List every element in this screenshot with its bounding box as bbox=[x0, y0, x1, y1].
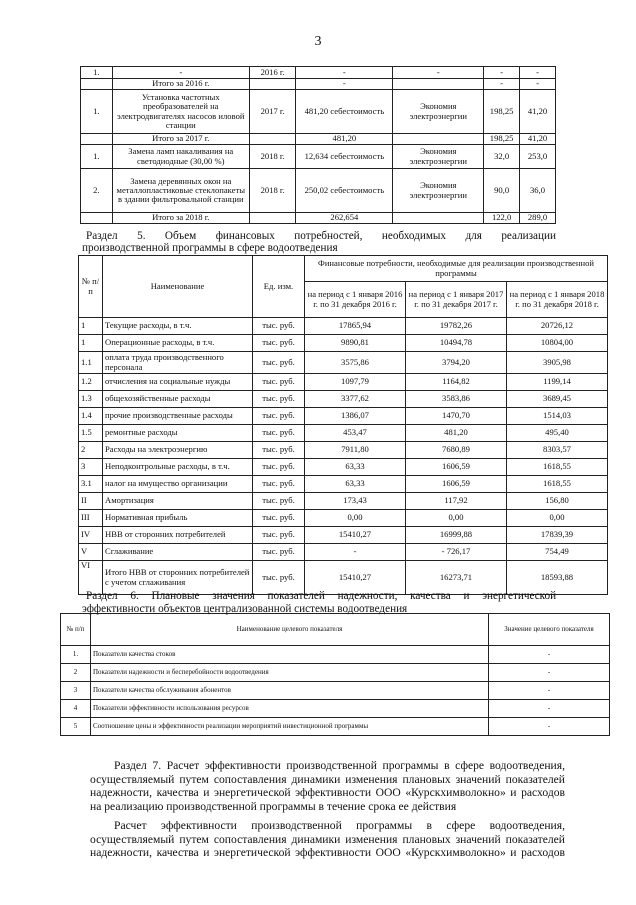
section-6-heading-line-2: эффективности объектов централизованной системы водоотведения bbox=[82, 603, 408, 615]
measure-value-1: 198,25 bbox=[484, 134, 520, 145]
table-row bbox=[79, 527, 608, 544]
row-number: 1.2 bbox=[79, 374, 103, 391]
heading-word: 6. bbox=[130, 590, 139, 602]
row-unit: тыс. руб. bbox=[253, 374, 305, 391]
header-num: № п/п bbox=[79, 256, 103, 318]
row-unit: тыс. руб. bbox=[253, 391, 305, 408]
measure-effect: Экономия электроэнергии bbox=[393, 90, 484, 134]
row-number: 1.1 bbox=[79, 352, 103, 374]
heading-word: необходимых bbox=[381, 230, 447, 242]
indicator-value: - bbox=[489, 718, 610, 736]
measure-value-1: 198,25 bbox=[484, 90, 520, 134]
row-number bbox=[81, 79, 113, 90]
indicator-value: - bbox=[489, 664, 610, 682]
measure-cost: 481,20 bbox=[296, 134, 393, 145]
row-number: VI bbox=[79, 561, 103, 595]
header-period-2017: на период с 1 января 2017 г. по 31 декабря 2017 г. bbox=[406, 282, 507, 318]
table-row bbox=[81, 90, 556, 134]
table-row bbox=[79, 476, 608, 493]
row-number: 2. bbox=[81, 169, 113, 213]
value-2018: 1514,03 bbox=[507, 408, 608, 425]
table-row bbox=[79, 374, 608, 391]
indicator-name: Показатели эффективности использования ресурсов bbox=[91, 700, 489, 718]
table-row bbox=[79, 510, 608, 527]
measure-effect: - bbox=[393, 67, 484, 79]
section-5-heading-line-1 bbox=[86, 230, 556, 243]
measure-cost: 481,20 себестоимость bbox=[296, 90, 393, 134]
paragraph-line: надежности, качества и энергетической эффективности ООО «Курскхимволокно» и расходов bbox=[90, 786, 565, 800]
measure-effect: Экономия электроэнергии bbox=[393, 145, 484, 169]
row-name: общехозяйственные расходы bbox=[103, 391, 253, 408]
value-2016: 15410,27 bbox=[305, 527, 406, 544]
value-2017: 1606,59 bbox=[406, 476, 507, 493]
heading-word: Плановые bbox=[151, 590, 200, 602]
table-row bbox=[81, 134, 556, 145]
measure-year bbox=[249, 79, 295, 90]
row-number: 4 bbox=[61, 700, 91, 718]
paragraph-line: на реализацию производственной программы в течение срока ее действия bbox=[90, 799, 457, 813]
measure-value-2: 41,20 bbox=[520, 90, 556, 134]
measure-year bbox=[249, 134, 295, 145]
table-row bbox=[61, 718, 610, 736]
value-2016: 453,47 bbox=[305, 425, 406, 442]
header-num: № п/п bbox=[61, 614, 91, 646]
row-unit: тыс. руб. bbox=[253, 476, 305, 493]
value-2017: 0,00 bbox=[406, 510, 507, 527]
table-row bbox=[79, 408, 608, 425]
measure-value-1: - bbox=[484, 67, 520, 79]
measure-cost: - bbox=[296, 79, 393, 90]
value-2018: 156,80 bbox=[507, 493, 608, 510]
indicator-value: - bbox=[489, 646, 610, 664]
value-2016: 15410,27 bbox=[305, 561, 406, 595]
paragraph-line: Раздел 7. Расчет эффективности производственной программы в сфере водоотведения, bbox=[114, 759, 565, 772]
measure-name: Замена деревянных окон на металлопластиковые стеклопакеты в здании фильтровальной станции bbox=[112, 169, 249, 213]
row-name: прочие производственные расходы bbox=[103, 408, 253, 425]
table-row bbox=[61, 682, 610, 700]
indicator-value: - bbox=[489, 700, 610, 718]
measure-year: 2016 г. bbox=[249, 67, 295, 79]
indicator-value: - bbox=[489, 682, 610, 700]
section-7-continuation-paragraph bbox=[90, 819, 565, 860]
table-row bbox=[81, 79, 556, 90]
row-number: 1. bbox=[81, 90, 113, 134]
row-number: IV bbox=[79, 527, 103, 544]
paragraph-line: надежности, качества и энергетической эффективности ООО «Курскхимволокно» и расходов bbox=[90, 846, 565, 860]
table-row bbox=[81, 169, 556, 213]
section-5-heading-line-2: производственной программы в сфере водоотведения bbox=[82, 242, 338, 254]
value-2017: 1164,82 bbox=[406, 374, 507, 391]
section-6-heading-line-1 bbox=[86, 590, 556, 603]
table-row bbox=[79, 459, 608, 476]
row-number: 1 bbox=[79, 335, 103, 352]
measure-value-2: 253,0 bbox=[520, 145, 556, 169]
value-2017: 117,92 bbox=[406, 493, 507, 510]
header-name: Наименование bbox=[103, 256, 253, 318]
value-2018: 754,49 bbox=[507, 544, 608, 561]
measure-name: Итого за 2018 г. bbox=[112, 213, 249, 224]
row-number: 2 bbox=[61, 664, 91, 682]
table-row bbox=[79, 493, 608, 510]
value-2017: 481,20 bbox=[406, 425, 507, 442]
row-unit: тыс. руб. bbox=[253, 425, 305, 442]
row-number: 1.4 bbox=[79, 408, 103, 425]
heading-word: для bbox=[465, 230, 482, 242]
row-name: Нормативная прибыль bbox=[103, 510, 253, 527]
indicator-name: Показатели качества стоков bbox=[91, 646, 489, 664]
row-number: V bbox=[79, 544, 103, 561]
header-period-2016: на период с 1 января 2016 г. по 31 декабря 2016 г. bbox=[305, 282, 406, 318]
row-number: III bbox=[79, 510, 103, 527]
value-2016: 1386,07 bbox=[305, 408, 406, 425]
row-number: 1.3 bbox=[79, 391, 103, 408]
value-2017: 10494,78 bbox=[406, 335, 507, 352]
measure-value-1: - bbox=[484, 79, 520, 90]
header-indicator-value: Значение целевого показателя bbox=[489, 614, 610, 646]
value-2018: 20726,12 bbox=[507, 318, 608, 335]
heading-word: финансовых bbox=[215, 230, 275, 242]
row-unit: тыс. руб. bbox=[253, 352, 305, 374]
row-name: НВВ от сторонних потребителей bbox=[103, 527, 253, 544]
measure-cost: 12,634 себестоимость bbox=[296, 145, 393, 169]
row-unit: тыс. руб. bbox=[253, 561, 305, 595]
heading-word: энергетической bbox=[482, 590, 557, 602]
value-2017: 1606,59 bbox=[406, 459, 507, 476]
row-name: ремонтные расходы bbox=[103, 425, 253, 442]
table-row bbox=[61, 664, 610, 682]
measure-year bbox=[249, 213, 295, 224]
measure-cost: - bbox=[296, 67, 393, 79]
heading-word: и bbox=[463, 590, 470, 602]
value-2017: - 726,17 bbox=[406, 544, 507, 561]
value-2018: 1618,55 bbox=[507, 476, 608, 493]
table-row bbox=[79, 391, 608, 408]
paragraph-line: Расчет эффективности производственной программы в сфере водоотведения, bbox=[114, 819, 565, 832]
measure-name: Установка частотных преобразователей на электродвигателях насосов иловой станции bbox=[112, 90, 249, 134]
table-row bbox=[79, 352, 608, 374]
value-2017: 3583,86 bbox=[406, 391, 507, 408]
value-2018: 1199,14 bbox=[507, 374, 608, 391]
table-row bbox=[81, 213, 556, 224]
measure-cost: 250,02 себестоимость bbox=[296, 169, 393, 213]
row-name: отчисления на социальные нужды bbox=[103, 374, 253, 391]
row-number: 1. bbox=[61, 646, 91, 664]
row-number: 1 bbox=[79, 318, 103, 335]
heading-word: надежности, bbox=[337, 590, 398, 602]
value-2018: 18593,88 bbox=[507, 561, 608, 595]
value-2016: 63,33 bbox=[305, 476, 406, 493]
row-name: Итого НВВ от сторонних потребителей с учетом сглаживания bbox=[103, 561, 253, 595]
table-row bbox=[61, 700, 610, 718]
value-2017: 3794,20 bbox=[406, 352, 507, 374]
table-row bbox=[79, 318, 608, 335]
measure-effect bbox=[393, 213, 484, 224]
value-2016: 1097,79 bbox=[305, 374, 406, 391]
value-2016: 173,43 bbox=[305, 493, 406, 510]
row-name: Амортизация bbox=[103, 493, 253, 510]
value-2018: 8303,57 bbox=[507, 442, 608, 459]
header-indicator-name: Наименование целевого показателя bbox=[91, 614, 489, 646]
value-2016: 63,33 bbox=[305, 459, 406, 476]
measure-cost: 262,654 bbox=[296, 213, 393, 224]
measure-year: 2018 г. bbox=[249, 169, 295, 213]
row-name: Неподконтрольные расходы, в т.ч. bbox=[103, 459, 253, 476]
row-unit: тыс. руб. bbox=[253, 442, 305, 459]
value-2017: 19782,26 bbox=[406, 318, 507, 335]
financial-needs-table bbox=[78, 255, 608, 595]
value-2016: 3377,62 bbox=[305, 391, 406, 408]
row-number: 1. bbox=[81, 67, 113, 79]
measure-value-2: 289,0 bbox=[520, 213, 556, 224]
row-name: налог на имущество организации bbox=[103, 476, 253, 493]
value-2018: 0,00 bbox=[507, 510, 608, 527]
value-2016: 17865,94 bbox=[305, 318, 406, 335]
section-7-paragraph bbox=[90, 759, 565, 813]
heading-word: Раздел bbox=[86, 230, 118, 242]
value-2018: 3905,98 bbox=[507, 352, 608, 374]
measure-value-2: 41,20 bbox=[520, 134, 556, 145]
measure-value-1: 90,0 bbox=[484, 169, 520, 213]
table-row bbox=[79, 335, 608, 352]
measure-name: Итого за 2017 г. bbox=[112, 134, 249, 145]
value-2017: 16999,88 bbox=[406, 527, 507, 544]
measure-effect bbox=[393, 134, 484, 145]
measure-name: Замена ламп накаливания на светодиодные (30,00 %) bbox=[112, 145, 249, 169]
header-unit: Ед. изм. bbox=[253, 256, 305, 318]
heading-word: потребностей, bbox=[294, 230, 363, 242]
row-name: Текущие расходы, в т.ч. bbox=[103, 318, 253, 335]
row-name: Операционные расходы, в т.ч. bbox=[103, 335, 253, 352]
value-2016: 9890,81 bbox=[305, 335, 406, 352]
value-2017: 7680,89 bbox=[406, 442, 507, 459]
value-2016: 0,00 bbox=[305, 510, 406, 527]
value-2018: 1618,55 bbox=[507, 459, 608, 476]
row-number bbox=[81, 134, 113, 145]
heading-word: показателей bbox=[267, 590, 325, 602]
indicator-name: Показатели надежности и бесперебойности водоотведения bbox=[91, 664, 489, 682]
value-2018: 495,40 bbox=[507, 425, 608, 442]
row-number bbox=[81, 213, 113, 224]
header-period-2018: на период с 1 января 2018 г. по 31 декабря 2018 г. bbox=[507, 282, 608, 318]
indicator-name: Показатели качества обслуживания абонентов bbox=[91, 682, 489, 700]
measure-year: 2017 г. bbox=[249, 90, 295, 134]
heading-word: Объем bbox=[164, 230, 197, 242]
row-name: Сглаживание bbox=[103, 544, 253, 561]
row-unit: тыс. руб. bbox=[253, 544, 305, 561]
row-name: оплата труда производственного персонала bbox=[103, 352, 253, 374]
table-row bbox=[79, 442, 608, 459]
row-number: 1.5 bbox=[79, 425, 103, 442]
measure-value-2: - bbox=[520, 79, 556, 90]
heading-word: качества bbox=[410, 590, 451, 602]
row-unit: тыс. руб. bbox=[253, 408, 305, 425]
measure-value-2: 36,0 bbox=[520, 169, 556, 213]
value-2016: 7911,80 bbox=[305, 442, 406, 459]
measure-year: 2018 г. bbox=[249, 145, 295, 169]
paragraph-line: осуществляемый путем сопоставления динамики изменения плановых значений показателей bbox=[90, 772, 565, 786]
value-2016: 3575,86 bbox=[305, 352, 406, 374]
heading-word: Раздел bbox=[86, 590, 118, 602]
row-unit: тыс. руб. bbox=[253, 459, 305, 476]
row-number: 1. bbox=[81, 145, 113, 169]
row-number: II bbox=[79, 493, 103, 510]
measure-effect bbox=[393, 79, 484, 90]
table-row bbox=[81, 145, 556, 169]
measure-value-1: 32,0 bbox=[484, 145, 520, 169]
row-number: 2 bbox=[79, 442, 103, 459]
table-row bbox=[61, 646, 610, 664]
heading-word: значения bbox=[212, 590, 255, 602]
indicator-name: Соотношение цены и эффективности реализации мероприятий инвестиционной программы bbox=[91, 718, 489, 736]
table-row bbox=[79, 544, 608, 561]
value-2016: - bbox=[305, 544, 406, 561]
paragraph-line: осуществляемый путем сопоставления динамики изменения плановых значений показателей bbox=[90, 832, 565, 846]
measures-table bbox=[80, 66, 556, 224]
heading-word: 5. bbox=[137, 230, 146, 242]
value-2018: 17839,39 bbox=[507, 527, 608, 544]
row-unit: тыс. руб. bbox=[253, 510, 305, 527]
measure-effect: Экономия электроэнергии bbox=[393, 169, 484, 213]
row-number: 3 bbox=[61, 682, 91, 700]
page-number: 3 bbox=[314, 34, 322, 49]
measure-value-2: - bbox=[520, 67, 556, 79]
table-row bbox=[81, 67, 556, 79]
value-2018: 10804,00 bbox=[507, 335, 608, 352]
table-row bbox=[79, 425, 608, 442]
value-2017: 16273,71 bbox=[406, 561, 507, 595]
row-unit: тыс. руб. bbox=[253, 318, 305, 335]
header-financial-needs: Финансовые потребности, необходимые для реализации производственной программы bbox=[305, 256, 608, 282]
value-2017: 1470,70 bbox=[406, 408, 507, 425]
row-unit: тыс. руб. bbox=[253, 493, 305, 510]
heading-word: реализации bbox=[501, 230, 556, 242]
row-unit: тыс. руб. bbox=[253, 335, 305, 352]
row-name: Расходы на электроэнергию bbox=[103, 442, 253, 459]
measure-value-1: 122,0 bbox=[484, 213, 520, 224]
value-2018: 3689,45 bbox=[507, 391, 608, 408]
row-number: 5 bbox=[61, 718, 91, 736]
measure-name: - bbox=[112, 67, 249, 79]
row-number: 3.1 bbox=[79, 476, 103, 493]
target-indicators-table bbox=[60, 613, 610, 736]
row-unit: тыс. руб. bbox=[253, 527, 305, 544]
measure-name: Итого за 2016 г. bbox=[112, 79, 249, 90]
row-number: 3 bbox=[79, 459, 103, 476]
